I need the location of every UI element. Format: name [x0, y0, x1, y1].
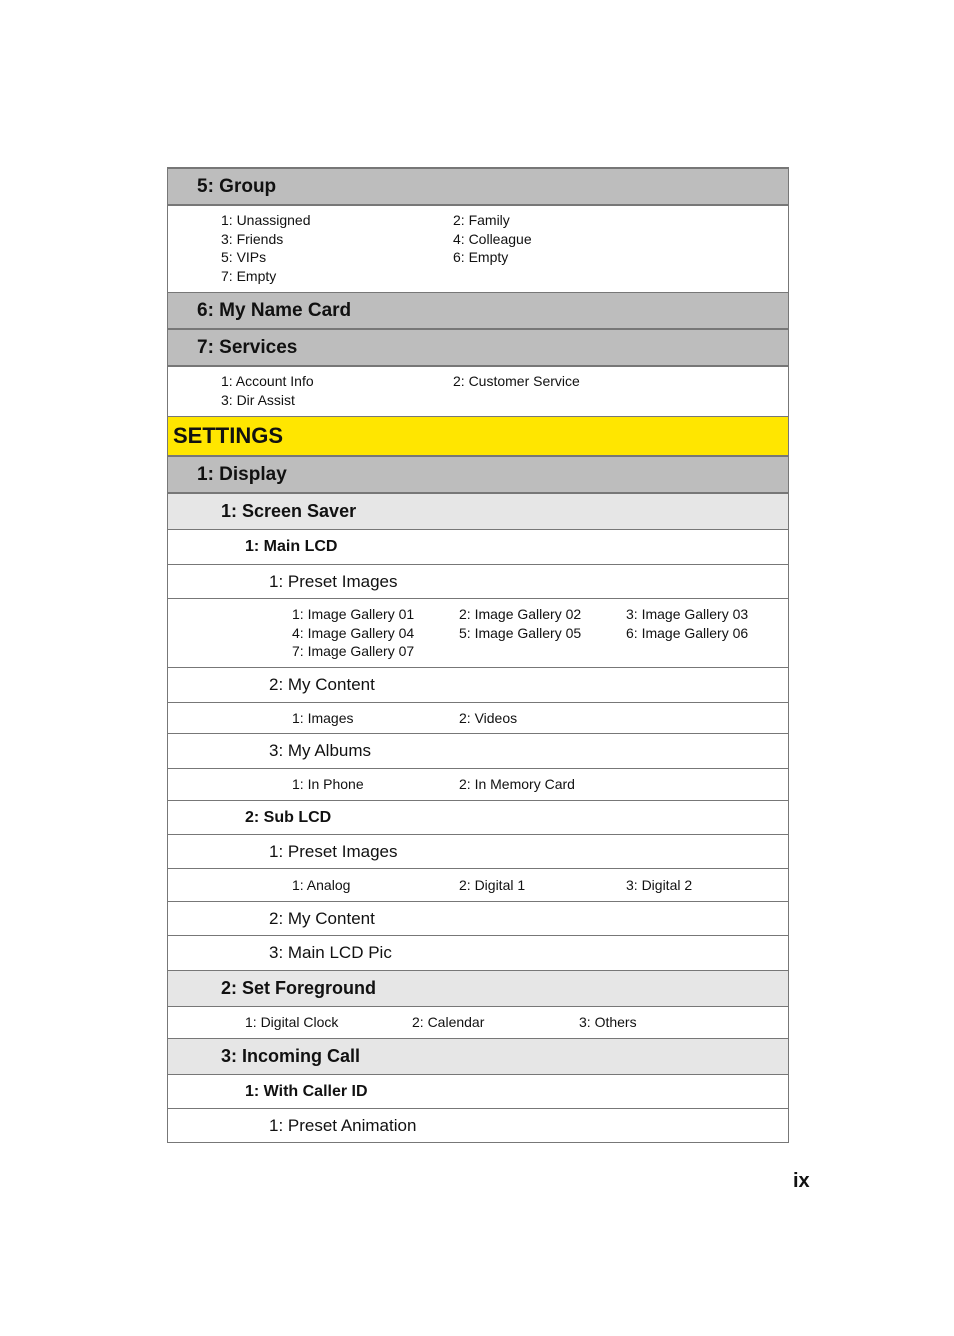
- list-item: 1: Digital Clock: [245, 1014, 339, 1030]
- my-name-card-label: 6: My Name Card: [197, 299, 352, 321]
- sub-lcd-label: 2: Sub LCD: [245, 808, 332, 826]
- menu-table: [167, 167, 789, 1143]
- settings-header: [168, 417, 788, 457]
- list-item: 2: Customer Service: [453, 373, 580, 389]
- preset-images-items: [168, 599, 788, 668]
- list-item: 3: Friends: [221, 231, 284, 247]
- my-albums-label: 3: My Albums: [269, 741, 372, 760]
- list-item: 2: Calendar: [412, 1014, 485, 1030]
- main-lcd-my-content: [168, 668, 788, 703]
- sub-lcd-header: [168, 801, 788, 835]
- list-item: 1: In Phone: [292, 776, 364, 792]
- sub-lcd-main-lcd-pic: [168, 936, 788, 971]
- list-item: 1: Unassigned: [221, 212, 311, 228]
- list-item: 2: Image Gallery 02: [459, 606, 582, 622]
- list-item: 2: Digital 1: [459, 877, 526, 893]
- main-lcd-label: 1: Main LCD: [245, 538, 338, 555]
- list-item: 4: Colleague: [453, 231, 532, 247]
- list-item: 6: Empty: [453, 249, 509, 265]
- list-item: 1: Images: [292, 710, 354, 726]
- set-foreground-header: [168, 971, 788, 1007]
- main-lcd-preset-images: [168, 565, 788, 599]
- sub-lcd-my-content: [168, 902, 788, 936]
- list-item: 1: Image Gallery 01: [292, 606, 415, 622]
- list-item: 7: Empty: [221, 268, 277, 284]
- set-foreground-items: [168, 1007, 788, 1039]
- list-item: 1: Account Info: [221, 373, 314, 389]
- my-content-label: 2: My Content: [269, 908, 375, 928]
- preset-animation-label: 1: Preset Animation: [269, 1115, 417, 1135]
- my-name-card-header: [168, 293, 788, 330]
- services-header-label: 7: Services: [197, 336, 298, 358]
- group-header: [168, 169, 788, 206]
- main-lcd-my-albums: [168, 734, 788, 769]
- my-content-items: [168, 703, 788, 734]
- main-lcd-header: [168, 530, 788, 565]
- screen-saver-label: 1: Screen Saver: [221, 501, 357, 521]
- incoming-call-label: 3: Incoming Call: [221, 1046, 361, 1066]
- list-item: 2: Videos: [459, 710, 518, 726]
- list-item: 3: Dir Assist: [221, 392, 295, 408]
- list-item: 2: Family: [453, 212, 510, 228]
- list-item: 1: Analog: [292, 877, 351, 893]
- main-lcd-pic-label: 3: Main LCD Pic: [269, 943, 392, 962]
- list-item: 4: Image Gallery 04: [292, 625, 415, 641]
- list-item: 2: In Memory Card: [459, 776, 575, 792]
- services-header: [168, 330, 788, 367]
- set-foreground-label: 2: Set Foreground: [221, 978, 377, 998]
- my-content-label: 2: My Content: [269, 675, 375, 694]
- list-item: 7: Image Gallery 07: [292, 643, 415, 659]
- list-item: 5: Image Gallery 05: [459, 625, 582, 641]
- list-item: 3: Digital 2: [626, 877, 693, 893]
- preset-animation-row: [168, 1109, 788, 1143]
- services-items: [168, 367, 788, 417]
- preset-images-label: 1: Preset Images: [269, 571, 398, 591]
- list-item: 3: Others: [579, 1014, 637, 1030]
- display-header-label: 1: Display: [197, 463, 287, 485]
- settings-title: SETTINGS: [173, 423, 284, 448]
- my-albums-items: [168, 769, 788, 801]
- sub-lcd-preset-images: [168, 835, 788, 869]
- group-header-label: 5: Group: [197, 175, 277, 197]
- preset-images-label: 1: Preset Images: [269, 841, 398, 861]
- list-item: 3: Image Gallery 03: [626, 606, 749, 622]
- with-caller-id-label: 1: With Caller ID: [245, 1082, 368, 1100]
- group-items: [168, 206, 788, 293]
- incoming-call-header: [168, 1039, 788, 1075]
- list-item: 6: Image Gallery 06: [626, 625, 749, 641]
- screen-saver-header: [168, 494, 788, 530]
- page-number: ix: [793, 1170, 810, 1192]
- sub-lcd-preset-items: [168, 869, 788, 902]
- with-caller-id-header: [168, 1075, 788, 1109]
- display-header: [168, 457, 788, 494]
- list-item: 5: VIPs: [221, 249, 267, 265]
